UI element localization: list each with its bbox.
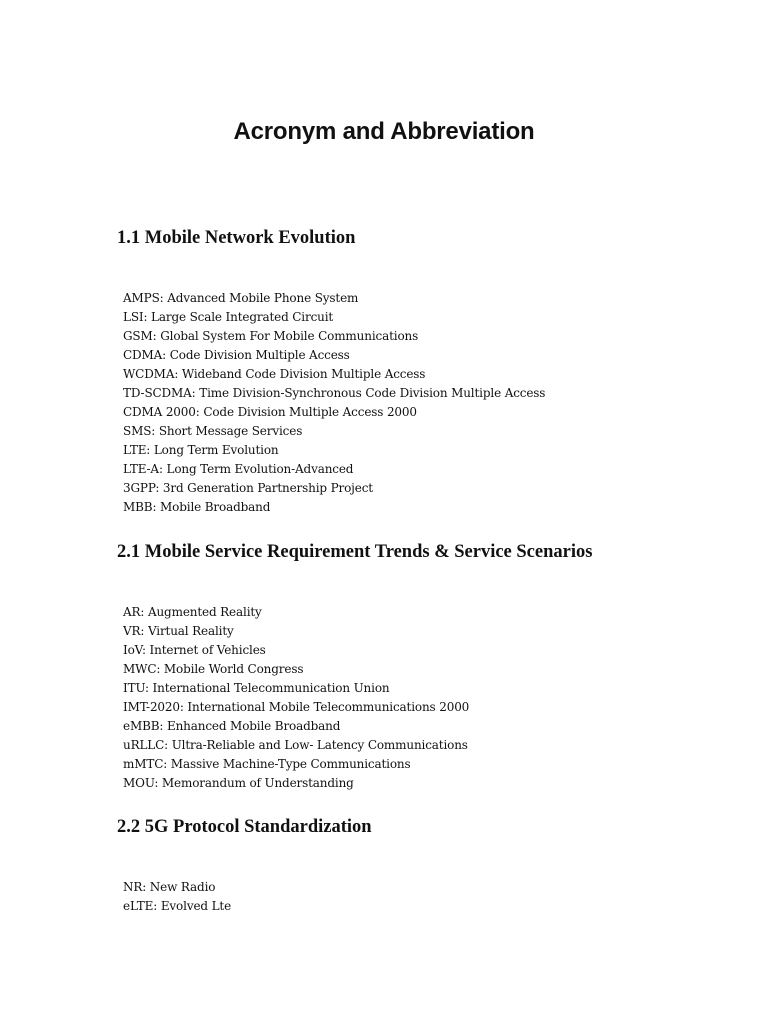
acronym-entry: eMBB: Enhanced Mobile Broadband <box>123 719 341 733</box>
acronym-entry: AR: Augmented Reality <box>123 605 262 619</box>
acronym-entry: TD-SCDMA: Time Division-Synchronous Code Division Multiple Access <box>123 386 546 400</box>
acronym-entry: 3GPP: 3rd Generation Partnership Project <box>123 481 373 495</box>
acronym-entry: IoV: Internet of Vehicles <box>123 643 266 657</box>
acronym-entry: WCDMA: Wideband Code Division Multiple Access <box>123 367 426 381</box>
acronym-entry: CDMA: Code Division Multiple Access <box>123 348 350 362</box>
acronym-list-service-requirement-trends <box>123 603 469 793</box>
acronym-entry: AMPS: Advanced Mobile Phone System <box>123 291 359 305</box>
acronym-entry: MOU: Memorandum of Understanding <box>123 776 354 790</box>
acronym-entry: uRLLC: Ultra-Reliable and Low- Latency Communications <box>123 738 468 752</box>
acronym-entry: ITU: International Telecommunication Union <box>123 681 390 695</box>
section-heading-service-requirement-trends: 2.1 Mobile Service Requirement Trends & Service Scenarios <box>117 542 593 562</box>
acronym-entry: CDMA 2000: Code Division Multiple Access 2000 <box>123 405 417 419</box>
acronym-entry: MWC: Mobile World Congress <box>123 662 304 676</box>
acronym-entry: MBB: Mobile Broadband <box>123 500 271 514</box>
section-heading-mobile-network-evolution: 1.1 Mobile Network Evolution <box>117 228 356 248</box>
acronym-entry: eLTE: Evolved Lte <box>123 899 232 913</box>
acronym-entry: mMTC: Massive Machine-Type Communications <box>123 757 411 771</box>
acronym-list-5g-protocol-standardization <box>123 878 231 916</box>
section-heading-5g-protocol-standardization: 2.2 5G Protocol Standardization <box>117 817 372 837</box>
acronym-entry: VR: Virtual Reality <box>123 624 234 638</box>
acronym-entry: IMT-2020: International Mobile Telecommunications 2000 <box>123 700 470 714</box>
acronym-entry: LTE-A: Long Term Evolution-Advanced <box>123 462 354 476</box>
acronym-entry: LTE: Long Term Evolution <box>123 443 279 457</box>
acronym-list-mobile-network-evolution <box>123 289 545 517</box>
acronym-entry: LSI: Large Scale Integrated Circuit <box>123 310 334 324</box>
acronym-entry: GSM: Global System For Mobile Communications <box>123 329 419 343</box>
page-title: Acronym and Abbreviation <box>233 118 535 145</box>
acronym-entry: SMS: Short Message Services <box>123 424 303 438</box>
acronym-entry: NR: New Radio <box>123 880 216 894</box>
